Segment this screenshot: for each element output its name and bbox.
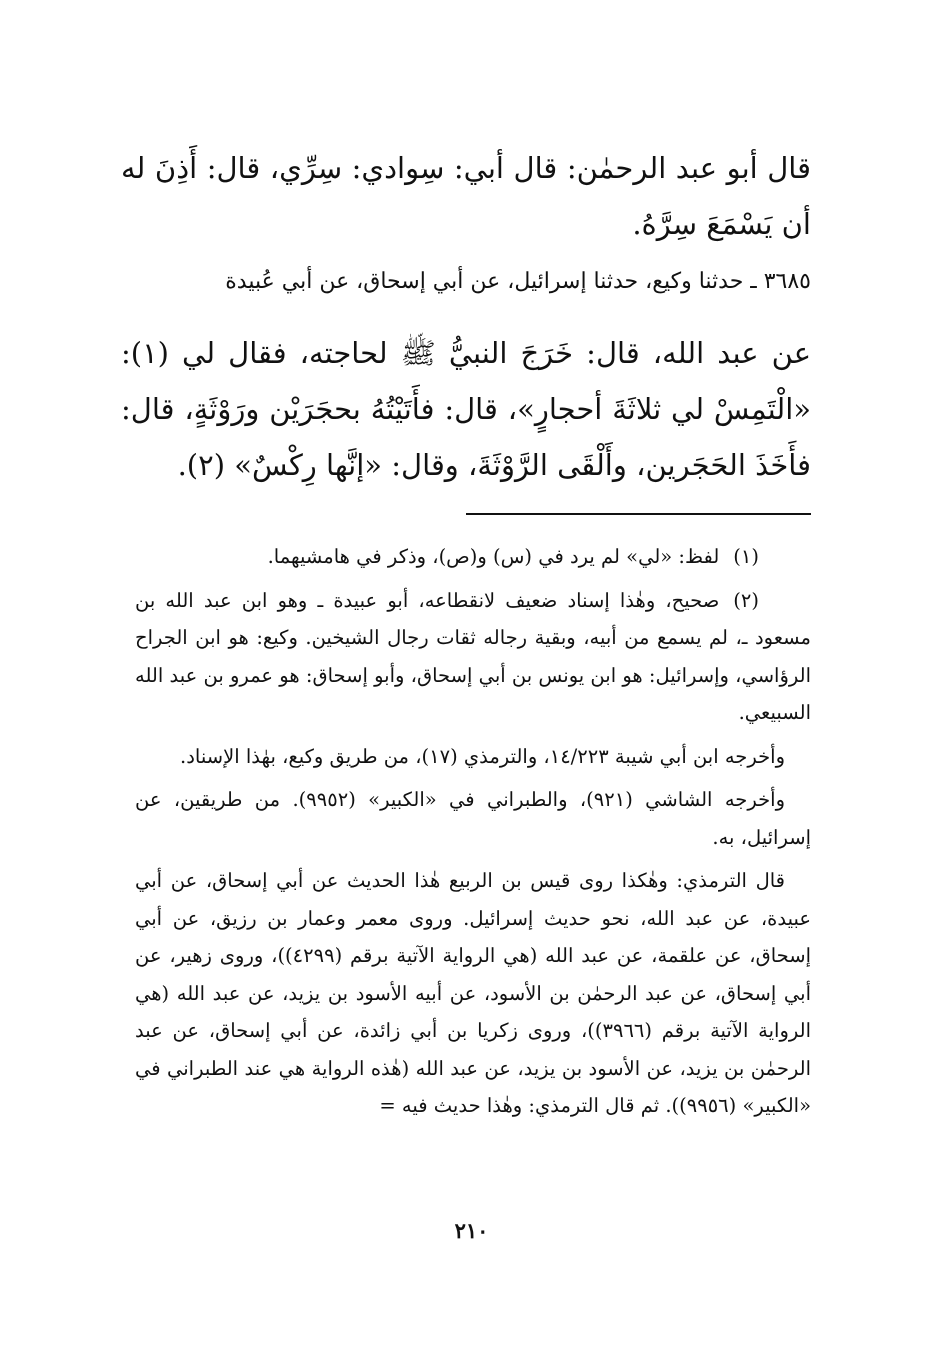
footnote-divider bbox=[466, 513, 811, 515]
footnote-2-text: صحيح، وهٰذا إسناد ضعيف لانقطاعه، أبو عبيدة ـ وهو ابن عبد الله بن مسعود ـ، لم يسمع من أبيه، وبقية رجاله ثقات رجال الشيخين. وكيع: هو ابن الجراح الرؤاسي، وإسرائيل: هو ابن يونس بن أبي إسحاق، وأبو إسحاق: هو عمرو بن عبد الله السبيعي. bbox=[135, 588, 811, 724]
footnote-2-number: (٢) bbox=[733, 588, 759, 612]
main-paragraph-1: قال أبو عبد الرحمٰن: قال أبي: سِوادي: سِرِّي، قال: أَذِنَ له أن يَسْمَعَ سِرَّهُ. bbox=[121, 151, 811, 241]
footnote-2-paragraph-2: وأخرجه ابن أبي شيبة ١٤/٢٢٣، والترمذي (١٧)، من طريق وكيع، بهٰذا الإسناد. bbox=[180, 744, 785, 768]
footnote-2 bbox=[135, 582, 811, 732]
footnote-2-paragraph-4: قال الترمذي: وهٰكذا روى قيس بن الربيع هٰذا الحديث عن أبي إسحاق، عن أبي عبيدة، عن عبد الله، نحو حديث إسرائيل. وروى معمر وعمار بن رزيق، عن أبي إسحاق، عن علقمة، عن عبد الله (هي الرواية الآتية برقم (٤٢٩٩))، وروى زهير، عن أبي إسحاق، عن عبد الرحمٰن بن الأسود، عن أبيه الأسود بن يزيد، عن عبد الله (هي الرواية الآتية برقم (٣٩٦٦))، وروى زكريا بن أبي زائدة، عن أبي إسحاق، عن عبد الرحمٰن بن يزيد، عن الأسود بن يزيد، عن عبد الله (هٰذه الرواية هي عند الطبراني في «الكبير» (٩٩٥٦)). ثم قال الترمذي: وهٰذا حديث فيه = bbox=[135, 869, 811, 1117]
footnote-1-number: (١) bbox=[733, 545, 759, 568]
footnote-2-paragraph-3: وأخرجه الشاشي (٩٢١)، والطبراني في «الكبير» (٩٩٥٢). من طريقين، عن إسرائيل، به. bbox=[135, 788, 811, 849]
footnotes bbox=[135, 538, 811, 1131]
main-paragraph-hadith-text: عن عبد الله، قال: خَرَجَ النبيُّ ﷺ لحاجته، فقال لي (١): «الْتَمِسْ لي ثلاثَةَ أحجارٍ»، قال: فأَتَيْتُهُ بحجَرَيْن ورَوْثَةٍ، قال: فأَخَذَ الحَجَرين، وأَلْقَى الرَّوْثَةَ، وقال: «إنَّها رِكْسٌ» (٢). bbox=[121, 336, 811, 482]
footnote-1 bbox=[135, 538, 811, 576]
page-number: ٢١٠ bbox=[454, 1218, 489, 1243]
main-paragraph-hadith-number: ٣٦٨٥ ـ حدثنا وكيع، حدثنا إسرائيل، عن أبي إسحاق، عن أبي عُبيدة bbox=[225, 269, 811, 294]
footnote-1-text: لفظ: «لي» لم يرد في (س) و(ص)، وذكر في هامشيهما. bbox=[267, 545, 720, 568]
